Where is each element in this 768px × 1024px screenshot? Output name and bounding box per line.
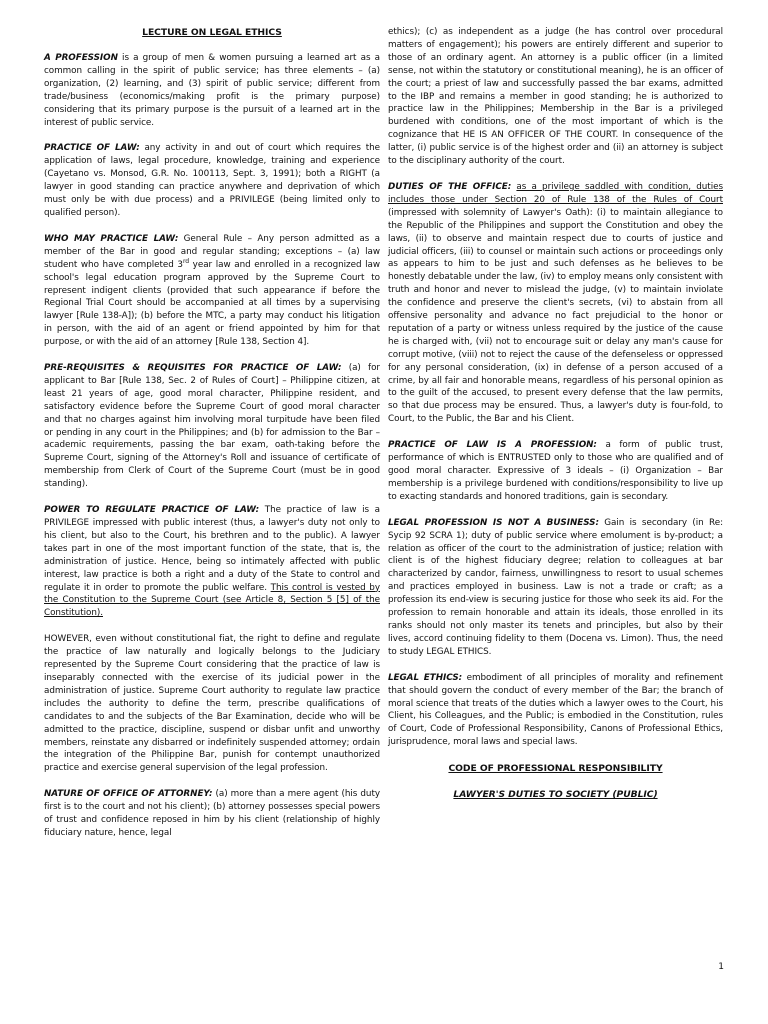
text-nature-of-office: (a) more than a mere agent (his duty first is to the court and not his client); (b) attorney possesses special powers of trust and confidence reposed in him by his client (relationship of highly fiduciary nature, hence, legal (44, 789, 380, 838)
text-not-a-business: Gain is secondary (in Re: Sycip 92 SCRA 1); duty of public service where emolument is by-product; a relation as officer of the court to the administration of justice; relation with client is of the highest fiduciary degree; relation to colleagues at bar characterized by candor, fairness, unwillingness to resort to usual schemes and practices employed in business. Law is not a trade or craft; as a profession its end-view is securing justice for those who seek its aid. For the profession to remain honorable and attain its ideals, those enrolled in its ranks should not only master its tenets and principles, but also by their lives, accord continuing fidelity to them (Docena vs. Limon). Thus, the need to study LEGAL ETHICS. (388, 517, 723, 657)
paragraph-nature-of-office (44, 788, 380, 840)
text-practice-of-law: any activity in and out of court which requires the application of laws, legal procedure, knowledge, training and experience (Cayetano vs. Monsod, G.R. No. 100113, Sept. 3, 1991); both a RIGHT (a lawyer in good standing can practice anywhere and deprivation of which must only be with due process) and a PRIVILEGE (being limited only to qualified person). (44, 143, 381, 218)
paragraph-duties-of-office (388, 181, 723, 426)
paragraph-profession (44, 52, 380, 129)
heading-who-may-practice: WHO MAY PRACTICE LAW: (44, 233, 179, 244)
paragraph-practice-of-law (44, 142, 380, 219)
text-prerequisites: (a) for applicant to Bar [Rule 138, Sec. 2 of Rules of Court] – Philippine citizen, at least 21 years of age, good moral character, Philippine resident, and satisfactory evidence before the Supreme Court of good moral character and that no charges against him involving moral turpitude have been filed or pending in any court in the Philippines; and (b) for admission to the Bar – academic requirements, passing the bar exam, oath-taking before the Supreme Court, signing of the Attorney's Roll and issuance of certificate of membership from Clerk of Court of the Supreme Court (must be in good standing). (44, 363, 380, 490)
heading-practice-is-profession: PRACTICE OF LAW IS A PROFESSION: (388, 440, 597, 451)
heading-practice-of-law: PRACTICE OF LAW: (44, 143, 140, 154)
paragraph-legal-ethics (388, 672, 723, 749)
heading-power-to-regulate: POWER TO REGULATE PRACTICE OF LAW: (44, 505, 260, 516)
text-duties-of-office: (impressed with solemnity of Lawyer's Oath): (i) to maintain allegiance to the Republic of the Philippines and support the Constitution and obey the laws, (ii) to observe and maintain respect due to courts of justice and judicial officers, (iii) to counsel or maintain such actions or proceedings only as appears to him to be just and such defenses as he believes to be honestly debatable under the law, (iv) to employ means only consistent with truth and honor and never to mislead the judge, (v) to maintain inviolate the confidence and preserve the client's secrets, (vi) to abstain from all offensive personality and advance no fact prejudicial to the honor or reputation of a party or witness unless required by the justice of the cause he is charged with, (vii) not to encourage suit or delay any man's cause for corrupt motive, (viii) not to reject the cause of the defenseless or oppressed for any personal consideration, (ix) in defense of a person accused of a crime, by all fair and honorable means, regardless of his personal opinion as to the guilt of the accused, to present every defense that the law permits, so that due process may be ensured. Thus, a lawyer's duty is four-fold, to Court, to the Public, the Bar and his Client. (388, 207, 723, 425)
text-power-to-regulate: The practice of law is a PRIVILEGE impressed with public interest (thus, a lawyer's duty not only to his client, but also to the Court, his brethren and to the public). A lawyer takes part in one of the most important function of the state, that is, the administration of justice. Hence, being so intimately affected with public interest, law practice is both a right and a duty of the State to control and regulate it in order to promote the public welfare. (44, 505, 380, 593)
heading-nature-of-office: NATURE OF OFFICE OF ATTORNEY: (44, 789, 213, 800)
society-title: LAWYER'S DUTIES TO SOCIETY (PUBLIC) (453, 789, 658, 801)
underlined-duties-text: as a privilege saddled with condition, duties includes those under Section 20 of Rule 138 of the Rules of Court (388, 181, 723, 205)
superscript-rd: rd (182, 257, 190, 265)
right-column (388, 26, 723, 801)
paragraph-who-may-practice (44, 233, 380, 349)
heading-legal-ethics: LEGAL ETHICS: (388, 672, 463, 683)
page-number: 1 (718, 962, 724, 972)
lecture-title: LECTURE ON LEGAL ETHICS (142, 27, 282, 38)
paragraph-prerequisites (44, 362, 380, 491)
paragraph-not-a-business (388, 517, 723, 659)
text-practice-is-profession: a form of public trust, performance of which is ENTRUSTED only to those who are qualified and of good moral character. Expressive of 3 ideals – (i) Organization – Bar membership is a privilege burdened with conditions/responsibility to live up to exacting standards and honored traditions, gain is secondary. (388, 440, 723, 502)
paragraph-however: HOWEVER, even without constitutional fiat, the right to define and regulate the practice of law naturally and logically belongs to the Judiciary represented by the Supreme Court considering that the practice of law is inseparably connected with the exercise of its judicial power in the administration of justice. Supreme Court authority to regulate law practice includes the authority to define the term, prescribe qualifications of candidates to and the subjects of the Bar Examination, decide who will be admitted to the practice, discipline, suspend or disbar unfit and unworthy members, reinstate any disbarred or indefinitely suspended attorney; ordain the integration of the Philippine Bar, punish for contempt unauthorized practice and exercise general supervision of the legal profession. (44, 634, 380, 774)
left-column (44, 26, 380, 840)
paragraph-power-to-regulate (44, 504, 380, 620)
underlined-constitution-text: This control is vested by the Constitution to the Supreme Court (see Article 8, Section 5 [5] of the Constitution). (44, 582, 380, 619)
heading-not-a-business: LEGAL PROFESSION IS NOT A BUSINESS: (388, 517, 599, 528)
heading-profession: A PROFESSION (44, 53, 118, 63)
code-title: CODE OF PROFESSIONAL RESPONSIBILITY (448, 763, 663, 775)
text-legal-ethics: embodiment of all principles of morality and refinement that should govern the conduct of every member of the Bar; the branch of moral science that treats of the duties which a lawyer owes to the Court, his Client, his Colleagues, and the Public; is embodied in the Constitution, rules of Court, Code of Professional Responsibility, Canons of Professional Ethics, jurisprudence, moral laws and special laws. (388, 672, 723, 748)
paragraph-nature-continued: ethics); (c) as independent as a judge (he has control over procedural matters of engagement); his powers are entirely different and superior to those of an ordinary agent. An attorney is a public officer (in a limited sense, not within the statutory or constitutional meaning), he is an officer of the court; a priest of law and successfully passed the bar exams, admitted to the IBP and remains a member in good standing; he is authorized to practice law in the Philippines; Membership in the Bar is a privileged burdened with conditions, one of the most important of which is the cognizance that HE IS AN OFFICER OF THE COURT. In consequence of the latter, (i) public service is of the highest order and (ii) an attorney is subject to the disciplinary authority of the court. (388, 27, 723, 167)
paragraph-practice-is-profession (388, 439, 723, 504)
text-who-may-practice-2: year law and enrolled in a recognized law school's legal education program approved by the Supreme Court to represent indigent clients (provided that such appearance if before the Regional Trial Court should be accompanied at all times by a supervising lawyer [Rule 138-A]); (b) before the MTC, a party may conduct his litigation in person, with the aid of an agent or friend appointed by him for that purpose, or with the aid of an attorney [Rule 138, Section 4]. (44, 259, 380, 348)
text-who-may-practice-1: General Rule – Any person admitted as a member of the Bar in good and regular standing; exceptions – (a) law student who have completed 3 (44, 233, 380, 270)
text-profession: is a group of men & women pursuing a learned art as a common calling in the spirit of public service; has three elements – (a) organization, (2) learning, and (3) spirit of public service; different from trade/business (economics/making profit is the primary purpose) considering that its primary purpose is the pursuit of a learned art in the interest of public service. (44, 53, 380, 128)
heading-duties-of-office: DUTIES OF THE OFFICE: (388, 181, 512, 192)
heading-prerequisites: PRE-REQUISITES & REQUISITES FOR PRACTICE OF LAW: (44, 363, 342, 374)
